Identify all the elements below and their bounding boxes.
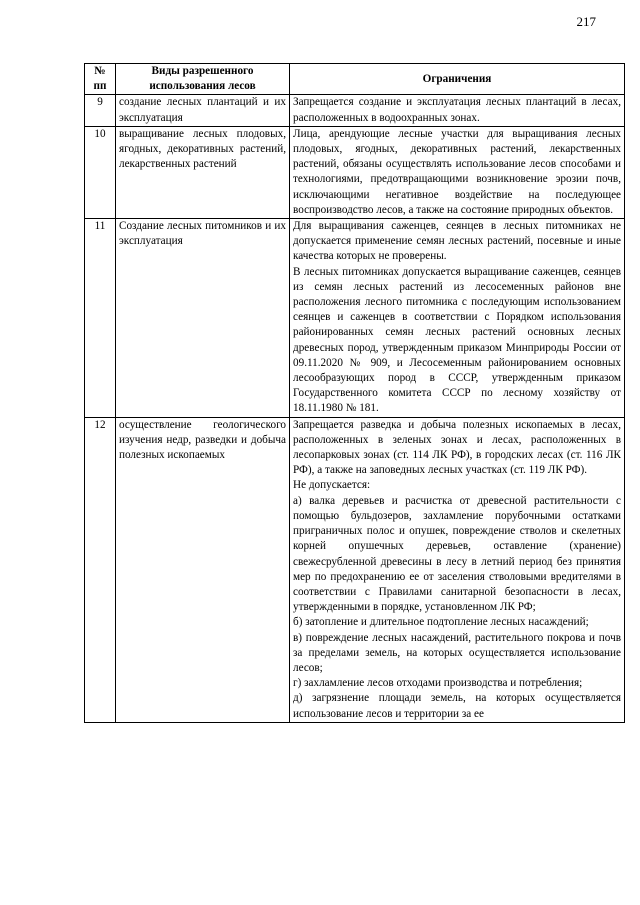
row-type-text: выращивание лесных плодовых, ягодных, декоративных растений, лекарственных растений [119, 127, 286, 171]
row-restrictions [290, 219, 625, 418]
table-header-row [85, 64, 625, 95]
row-type [116, 219, 290, 418]
page-number: 217 [576, 14, 596, 29]
restriction-paragraph: а) валка деревьев и расчистка от древесной растительности с помощью бульдозеров, захламление порубочными остатками приграничных полос и опушек, повреждение стволов и скелетных корней опушечных деревьев, оставление (хранение) свежесрубленной древесины в лесу в летний период без принятия мер по предохранению ее от заселения стволовыми вредителями в соответствии с Правилами санитарной безопасности в лесах, утвержденными в порядке, установленном ЛК РФ; [293, 494, 621, 614]
restrictions-table [84, 63, 625, 723]
table-row [85, 219, 625, 418]
row-number: 11 [85, 219, 116, 418]
row-type-text: создание лесных плантаций и их эксплуатация [119, 96, 286, 124]
restriction-paragraph: в) повреждение лесных насаждений, растительного покрова и почв за пределами земель, на которых осуществляется использование лесов; [293, 631, 621, 674]
header-type: Виды разрешенного использования лесов [116, 64, 290, 95]
restriction-paragraph: б) затопление и длительное подтопление лесных насаждений; [293, 616, 589, 629]
row-type [116, 95, 290, 126]
restriction-paragraph: Запрещается разведка и добыча полезных ископаемых в лесах, расположенных в зеленых зонах и лесах, расположенных в лесопарковых зонах (ст. 114 ЛК РФ), в городских лесах (ст. 116 ЛК РФ), а также на заповедных лесных участках (ст. 119 ЛК РФ). [293, 418, 621, 477]
restriction-paragraph: г) захламление лесов отходами производства и потребления; [293, 677, 583, 690]
restriction-paragraph: В лесных питомниках допускается выращивание саженцев, сеянцев из семян лесных растений из лесосеменных районов вне расположения лесного питомника с последующим использованием сеянцев и саженцев в соответствии с Порядком использования районированных семян лесных растений основных лесных древесных пород, утвержденным приказом Минприроды России от 09.11.2020 № 909, и Лесосеменным районированием основных лесообразующих пород в СССР, утвержденным приказом Государственного комитета СССР по лесному хозяйству от 18.11.1980 № 181. [293, 265, 621, 415]
restriction-paragraph: Для выращивания саженцев, сеянцев в лесных питомниках не допускается применение семян лесных растений, посевные и иные качества которых не проверены. [293, 220, 621, 263]
row-restrictions [290, 95, 625, 126]
table-row [85, 126, 625, 218]
table-row [85, 417, 625, 722]
row-restrictions [290, 126, 625, 218]
row-number: 10 [85, 126, 116, 218]
table-row [85, 95, 625, 126]
restriction-paragraph: Запрещается создание и эксплуатация лесных плантаций в лесах, расположенных в водоохранных зонах. [293, 96, 621, 124]
row-restrictions [290, 417, 625, 722]
row-number: 9 [85, 95, 116, 126]
restriction-paragraph: Лица, арендующие лесные участки для выращивания лесных плодовых, ягодных, декоративных растений, лекарственных растений, обязаны осуществлять использование лесов способами и технологиями, предотвращающими возникновение эрозии почв, исключающими негативное воздействие на последующее воспроизводство лесов, а также на состояние природных объектов. [293, 127, 621, 216]
restriction-paragraph: д) загрязнение площади земель, на которых осуществляется использование лесов и территории за ее [293, 692, 621, 720]
row-type-text: Создание лесных питомников и их эксплуатация [119, 220, 286, 248]
row-type [116, 417, 290, 722]
row-number: 12 [85, 417, 116, 722]
row-type-text: осуществление геологического изучения недр, разведки и добыча полезных ископаемых [119, 418, 286, 462]
header-restrictions: Ограничения [290, 64, 625, 95]
restriction-paragraph: Не допускается: [293, 479, 371, 492]
header-num: № пп [85, 64, 116, 95]
row-type [116, 126, 290, 218]
